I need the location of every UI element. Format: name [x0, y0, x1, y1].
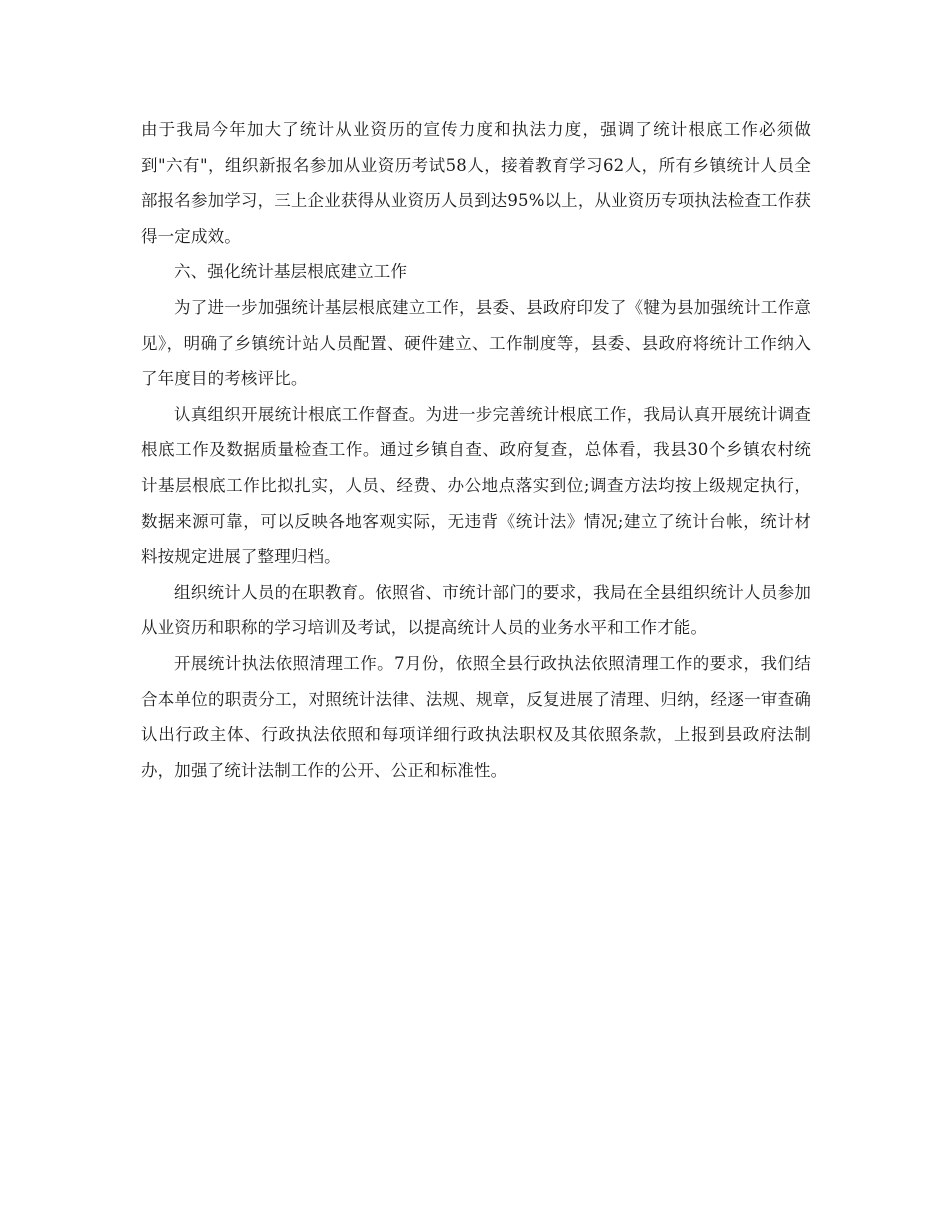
paragraph-inspection: 认真组织开展统计根底工作督查。为进一步完善统计根底工作，我局认真开展统计调查根底工作及数据质量检查工作。通过乡镇自查、政府复查，总体看，我县30个乡镇农村统计基层根底工作比拟扎实，人员、经费、办公地点落实到位;调查方法均按上级规定执行，数据来源可靠，可以反映各地客观实际，无违背《统计法》情况;建立了统计台帐，统计材料按规定进展了整理归档。	[141, 404, 811, 567]
document-page	[141, 112, 811, 788]
section-heading-six: 六、强化统计基层根底建立工作	[174, 262, 408, 282]
paragraph-inservice-education: 组织统计人员的在职教育。依照省、市统计部门的要求，我局在全县组织统计人员参加从业资历和职称的学习培训及考试，以提高统计人员的业务水平和工作才能。	[141, 582, 811, 638]
paragraph-training-qualification: 由于我局今年加大了统计从业资历的宣传力度和执法力度，强调了统计根底工作必须做到"六有"，组织新报名参加从业资历考试58人，接着教育学习62人，所有乡镇统计人员全部报名参加学习，三上企业获得从业资历人员到达95%以上，从业资历专项执法检查工作获得一定成效。	[141, 120, 811, 246]
paragraph-law-enforcement-cleanup: 开展统计执法依照清理工作。7月份，依照全县行政执法依照清理工作的要求，我们结合本单位的职责分工，对照统计法律、法规、规章，反复进展了清理、归纳，经逐一审查确认出行政主体、行政执法依照和每项详细行政执法职权及其依照条款，上报到县政府法制办，加强了统计法制工作的公开、公正和标准性。	[141, 653, 811, 780]
paragraph-county-opinion: 为了进一步加强统计基层根底建立工作，县委、县政府印发了《犍为县加强统计工作意见》，明确了乡镇统计站人员配置、硬件建立、工作制度等，县委、县政府将统计工作纳入了年度目的考核评比。	[141, 297, 811, 389]
